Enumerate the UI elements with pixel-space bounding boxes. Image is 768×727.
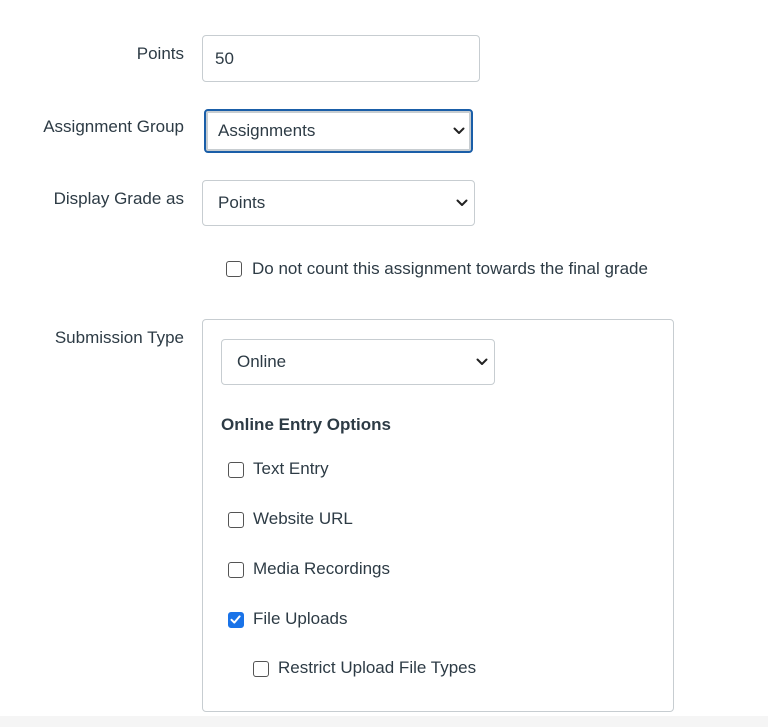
website-url-checkbox[interactable] <box>228 512 244 528</box>
display-grade-label: Display Grade as <box>53 189 184 208</box>
submission-type-selected: Online <box>237 352 287 371</box>
website-url-label[interactable]: Website URL <box>253 509 353 528</box>
display-grade-selected: Points <box>218 193 266 212</box>
restrict-upload-file-types-label[interactable]: Restrict Upload File Types <box>278 658 477 677</box>
assignment-group-selected: Assignments <box>218 121 316 140</box>
assignment-group-label: Assignment Group <box>43 117 184 136</box>
text-entry-label[interactable]: Text Entry <box>253 459 329 478</box>
chevron-down-icon <box>476 357 488 367</box>
submission-type-label: Submission Type <box>54 328 184 347</box>
submission-type-select[interactable] <box>221 339 495 385</box>
checkmark-icon <box>230 614 241 625</box>
media-recordings-label[interactable]: Media Recordings <box>253 559 391 578</box>
display-grade-select[interactable] <box>202 180 475 226</box>
assignment-group-select[interactable] <box>204 109 473 153</box>
file-uploads-label[interactable]: File Uploads <box>253 609 348 628</box>
file-uploads-checkbox[interactable] <box>228 612 244 628</box>
exclude-final-grade-checkbox[interactable] <box>226 261 242 277</box>
chevron-down-icon <box>456 198 468 208</box>
restrict-upload-file-types-checkbox[interactable] <box>253 661 269 677</box>
points-input[interactable] <box>202 35 480 82</box>
chevron-down-icon <box>453 126 465 136</box>
text-entry-checkbox[interactable] <box>228 462 244 478</box>
media-recordings-checkbox[interactable] <box>228 562 244 578</box>
page-bottom-edge <box>0 716 768 727</box>
online-entry-options-heading: Online Entry Options <box>221 415 392 434</box>
exclude-final-grade-label[interactable]: Do not count this assignment towards the final grade <box>252 259 648 278</box>
points-label: Points <box>136 44 184 63</box>
points-value: 50 <box>215 48 234 68</box>
